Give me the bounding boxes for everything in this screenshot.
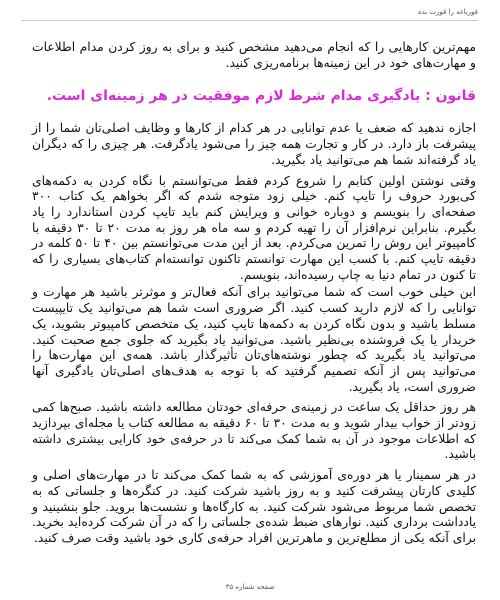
body-paragraph-5: در هر سمینار یا هر دوره‌ی آموزشی که به شما کمک می‌کند تا در مهارت‌های اصلی و کلیدی کارتان پیشرفت کنید و به روز باشید شرکت کنید. در کنگره‌ها و جلساتی که به تخصص شما مربوط می‌شود شرکت کنید. به کارگاه‌ها و نشست‌ها بروید. جلو بنشینید و یادداشت برداری کنید. نوارهای ضبط شده‌ی جلساتی را که در آن شرکت کرده‌اید بخرید. برای آنکه یکی از مطلع‌ترین و ماهرترین افراد حرفه‌ی کاری خود باشید وقت صرف کنید. [32,468,476,545]
body-paragraph-4: هر روز حداقل یک ساعت در زمینه‌ی حرفه‌ای خودتان مطالعه داشته باشید. صبح‌ها کمی زودتر از خواب بیدار شوید و به مدت ۳۰ تا ۶۰ دقیقه به مطالعه کتاب یا مجله‌ای بپردازید که اطلاعات موجود در آن به شما کمک می‌کند تا در حرفه‌ی خود کارایی بیشتری داشته باشید. [32,400,476,462]
body-paragraph-3: این خیلی خوب است که شما می‌توانید برای آنکه فعال‌تر و موثرتر باشید هر مهارت و توانایی را که لازم دارید کسب کنید. اگر ضروری است شما هم می‌توانید یک تایپیست مسلط باشید و بدون نگاه کردن به دکمه‌ها تایپ کنید، یک متخصص کامپیوتر بشوید، یک خریدار یا یک فروشنده بی‌نظیر باشید. می‌توانید یاد بگیرید که جلوی جمع صحبت کنید. می‌توانید یاد بگیرید که چطور نوشته‌های‌تان تأثیرگذار باشد. همه‌ی این مهارت‌ها را می‌توانید پس از آنکه تصمیم گرفتید که با توجه به هدف‌های اصلی‌تان یادگیری آنها ضروری است، یاد بگیرید. [32,285,476,394]
intro-paragraph: مهم‌ترین کارهایی را که انجام می‌دهید مشخص کنید و برای به روز کردن مدام اطلاعات و مهارت‌های خود در این زمینه‌ها برنامه‌ریزی کنید. [32,40,476,70]
page-number: صفحه شماره ۳۵ [225,583,275,591]
rule-heading: قانون : یادگیری مدام شرط لازم موفقیت در هر زمینه‌ای است. [46,88,476,105]
body-paragraph-2: وقتی نوشتن اولین کتابم را شروع کردم فقط می‌توانستم با نگاه کردن به دکمه‌های کی‌بورد حروف را تایپ کنم. خیلی زود متوجه شدم که اگر بخواهم یک کتاب ۳۰۰ صفحه‌ای را بنویسم و دوباره خوانی و ویرایش کنم باید تایپ کردن استاندارد را یاد بگیرم. بنابراین نرم‌افزار آن را تهیه کردم و سه ماه هر روز به مدت ۲۰ تا ۳۰ دقیقه با کامپیوتر این روش را تمرین می‌کردم. بعد از این مدت می‌توانستم بین ۴۰ تا ۵۰ کلمه در دقیقه تایپ کنم. با کسب این مهارت توانستم تاکنون توانسته‌ام کتاب‌های بسیاری را که تا کنون در تمام دنیا به چاپ رسیده‌اند، بنویسم. [32,173,476,282]
running-header: قورباغه را قورت بده [22,6,478,21]
body-paragraph-1: اجازه ندهید که ضعف یا عدم توانایی در هر کدام از کارها و وظایف اصلی‌تان شما را از پیشرفت باز دارد. در کار و تجارت همه چیز را می‌شود یادگرفت. هر چیزی را که دیگران یاد گرفته‌اند شما هم می‌توانید یاد بگیرید. [32,121,476,167]
page-body [32,40,476,552]
